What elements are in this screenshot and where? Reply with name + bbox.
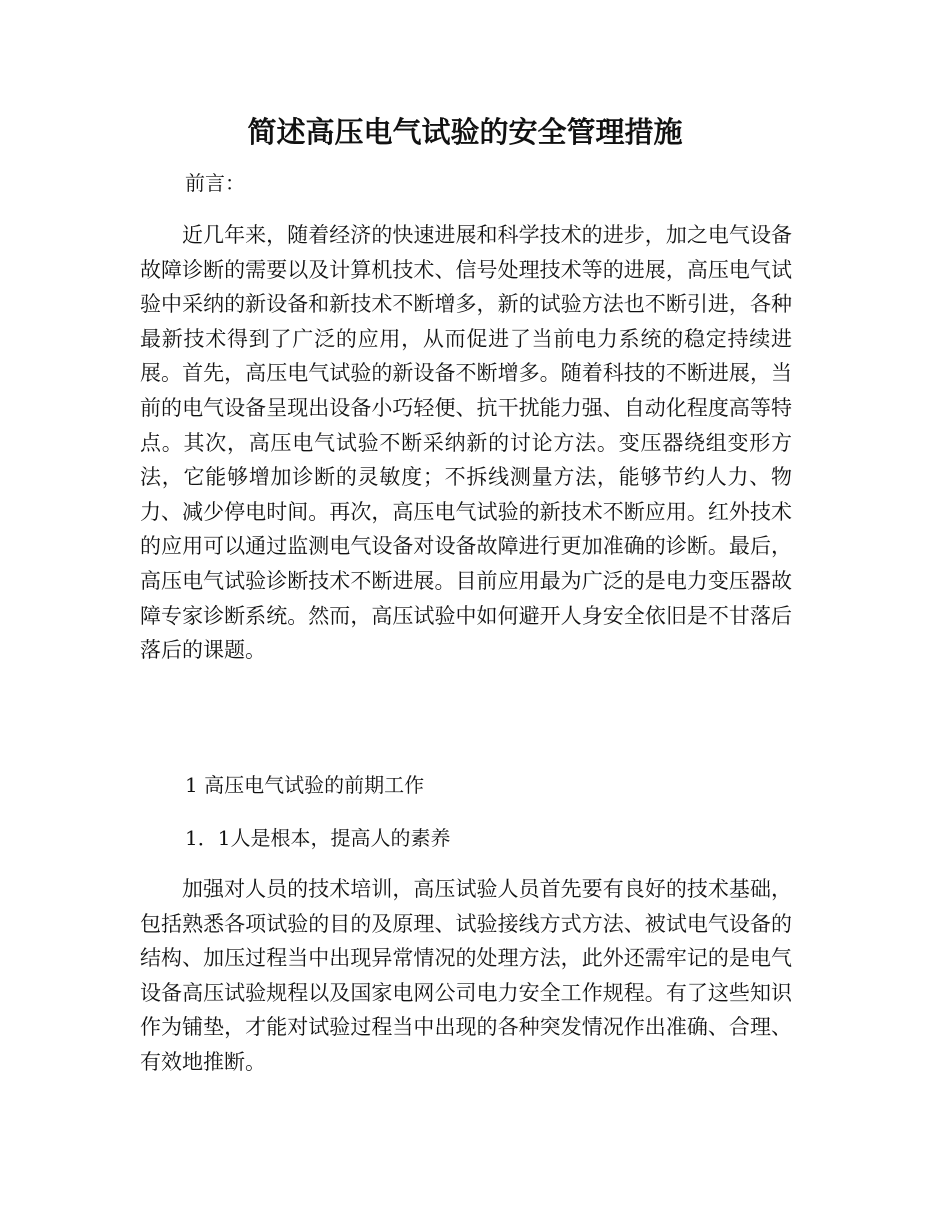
subsection-1-1-heading: 1．1人是根本，提高人的素养 xyxy=(185,826,451,850)
section-1-1-paragraph: 加强对人员的技术培训，高压试验人员首先要有良好的技术基础，包括熟悉各项试验的目的及原理、试验接线方式方法、被试电气设备的结构、加压过程当中出现异常情况的处理方法，此外还需牢记的是电气设备高压试验规程以及国家电网公司电力安全工作规程。有了这些知识作为铺垫，才能对试验过程当中出现的各种突发情况作出准确、合理、有效地推断。 xyxy=(140,877,792,1074)
intro-paragraph: 近几年来，随着经济的快速进展和科学技术的进步，加之电气设备故障诊断的需要以及计算机技术、信号处理技术等的进展，高压电气试验中采纳的新设备和新技术不断增多，新的试验方法也不断引进，各种最新技术得到了广泛的应用，从而促进了当前电力系统的稳定持续进展。首先，高压电气试验的新设备不断增多。随着科技的不断进展，当前的电气设备呈现出设备小巧轻便、抗干扰能力强、自动化程度高等特点。其次，高压电气试验不断采纳新的讨论方法。变压器绕组变形方法，它能够增加诊断的灵敏度；不拆线测量方法，能够节约人力、物力、减少停电时间。再次，高压电气试验的新技术不断应用。红外技术的应用可以通过监测电气设备对设备故障进行更加准确的诊断。最后，高压电气试验诊断技术不断进展。目前应用最为广泛的是电力变压器故障专家诊断系统。然而，高压试验中如何避开人身安全依旧是不甘落后落后的课题。 xyxy=(140,223,792,663)
preface-label: 前言： xyxy=(185,171,245,195)
document-title: 简述高压电气试验的安全管理措施 xyxy=(247,115,683,149)
section-1-heading: 1 高压电气试验的前期工作 xyxy=(185,773,425,797)
